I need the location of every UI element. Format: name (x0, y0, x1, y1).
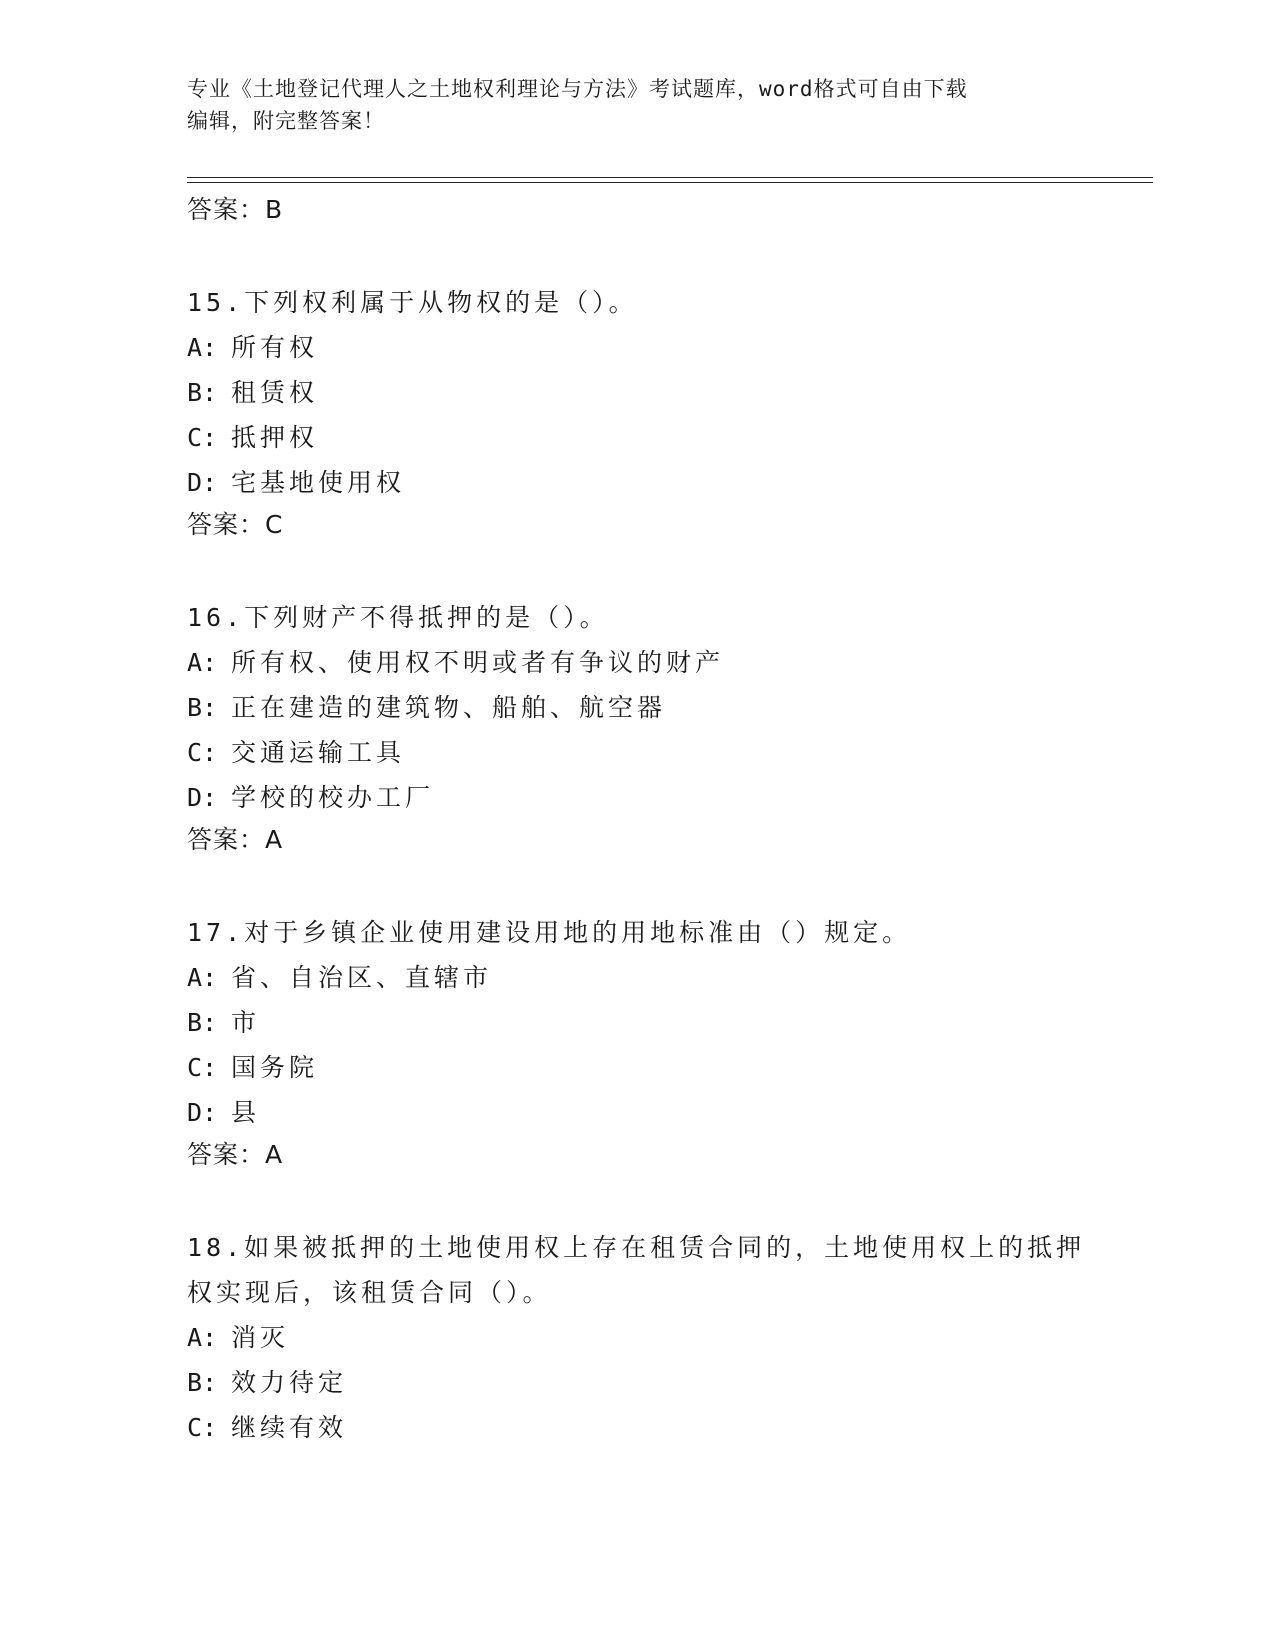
option-b (187, 1360, 1153, 1405)
option-text: 所有权、使用权不明或者有争议的财产 (231, 648, 725, 677)
option-text: 宅基地使用权 (231, 468, 406, 497)
option-b (187, 685, 1153, 730)
option-b (187, 370, 1153, 415)
option-text: 国务院 (231, 1053, 319, 1082)
option-a (187, 640, 1153, 685)
option-text: 抵押权 (231, 423, 319, 452)
option-d (187, 460, 1153, 505)
answer-line: 答案：C (187, 510, 284, 539)
option-b (187, 1000, 1153, 1045)
option-letter: A: (187, 963, 218, 992)
option-a (187, 1315, 1153, 1360)
question-list (187, 190, 1153, 1450)
option-letter: D: (187, 1098, 218, 1127)
option-c (187, 1045, 1153, 1090)
option-text: 省、自治区、直辖市 (231, 963, 493, 992)
header-line-1: 专业《土地登记代理人之土地权利理论与方法》考试题库，word格式可自由下载 (187, 77, 968, 101)
header-divider-top (187, 177, 1153, 178)
option-text: 县 (231, 1098, 261, 1127)
option-d (187, 1090, 1153, 1135)
option-letter: B: (187, 378, 218, 407)
header-divider-bottom (187, 182, 1153, 183)
option-c (187, 415, 1153, 460)
question-stem: 17.对于乡镇企业使用建设用地的用地标准由（）规定。 (187, 918, 912, 947)
option-text: 消灭 (231, 1323, 290, 1352)
question-stem: 16.下列财产不得抵押的是（）。 (187, 603, 609, 632)
question-18 (187, 1225, 1153, 1450)
option-letter: C: (187, 423, 218, 452)
option-letter: D: (187, 783, 218, 812)
option-c (187, 730, 1153, 775)
option-c (187, 1405, 1153, 1450)
answer-line: 答案：A (187, 1140, 284, 1169)
option-text: 学校的校办工厂 (231, 783, 435, 812)
header-line-2: 编辑，附完整答案！ (187, 109, 385, 133)
question-stem-line-2: 权实现后，该租赁合同（）。 (187, 1278, 552, 1307)
document-header (187, 73, 1087, 137)
option-text: 继续有效 (231, 1413, 348, 1442)
option-d (187, 775, 1153, 820)
option-text: 所有权 (231, 333, 319, 362)
option-letter: A: (187, 648, 218, 677)
question-stem: 15.下列权利属于从物权的是（）。 (187, 288, 638, 317)
answer-line: 答案：A (187, 825, 284, 854)
question-17 (187, 910, 1153, 1175)
option-letter: A: (187, 1323, 218, 1352)
option-letter: C: (187, 738, 218, 767)
option-letter: B: (187, 1008, 218, 1037)
question-stem-line-1: 18.如果被抵押的土地使用权上存在租赁合同的，土地使用权上的抵押 (187, 1233, 1086, 1262)
option-text: 租赁权 (231, 378, 319, 407)
option-text: 交通运输工具 (231, 738, 406, 767)
question-16 (187, 595, 1153, 860)
answer-line: 答案：B (187, 195, 284, 224)
option-letter: B: (187, 693, 218, 722)
question-15 (187, 280, 1153, 545)
option-text: 市 (231, 1008, 261, 1037)
option-a (187, 325, 1153, 370)
option-letter: C: (187, 1053, 218, 1082)
option-letter: A: (187, 333, 218, 362)
option-a (187, 955, 1153, 1000)
option-letter: D: (187, 468, 218, 497)
option-letter: C: (187, 1413, 218, 1442)
option-text: 正在建造的建筑物、船舶、航空器 (231, 693, 667, 722)
option-letter: B: (187, 1368, 218, 1397)
option-text: 效力待定 (231, 1368, 348, 1397)
